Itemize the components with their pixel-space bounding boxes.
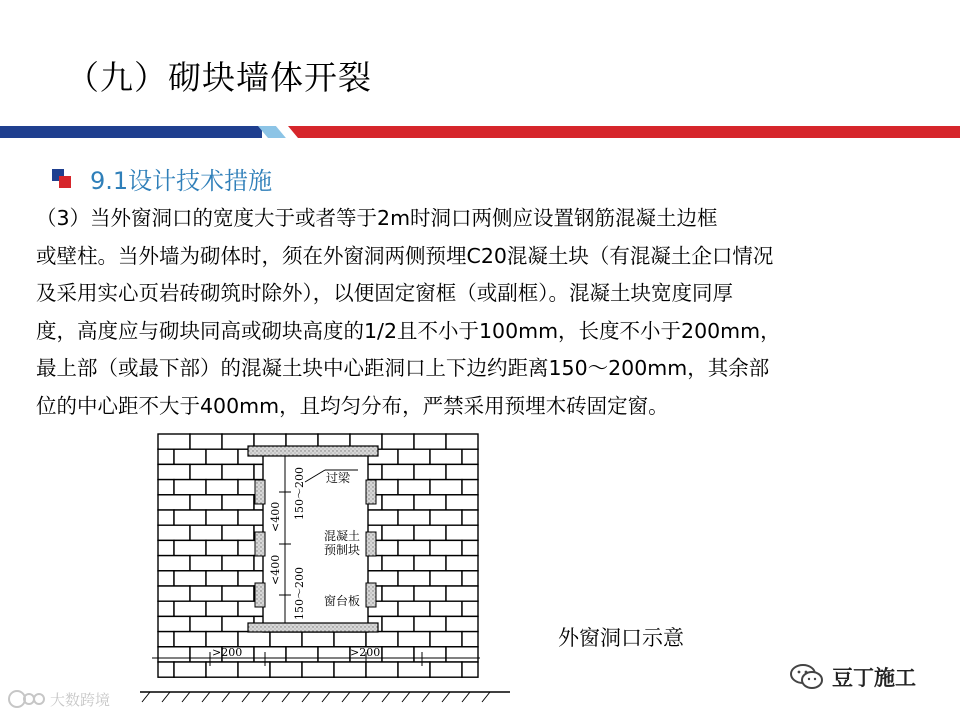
brick [462, 510, 478, 525]
brick [158, 586, 190, 601]
window-sill [248, 623, 378, 632]
brick [462, 662, 478, 677]
brick [222, 464, 254, 479]
brick [286, 647, 318, 662]
brick [382, 556, 414, 571]
brick [158, 601, 174, 616]
brick [174, 601, 206, 616]
brick [206, 632, 238, 647]
dim-top-label: 150～200 [293, 467, 306, 520]
brick [366, 632, 398, 647]
brick [190, 556, 222, 571]
dim-base-left-label: >200 [212, 646, 243, 659]
brick [382, 616, 414, 631]
brick [446, 495, 478, 510]
precast-block [366, 480, 376, 504]
brick [158, 632, 174, 647]
brick [158, 464, 190, 479]
header-color-band [0, 126, 960, 138]
precast-block [255, 480, 265, 504]
brick [382, 647, 414, 662]
brick [462, 480, 478, 495]
brick [158, 480, 174, 495]
brick [398, 540, 430, 555]
brick [398, 632, 430, 647]
brick [430, 632, 462, 647]
brick [462, 449, 478, 464]
brick [174, 449, 206, 464]
brick [206, 601, 238, 616]
dim-left-top-label: <400 [269, 501, 282, 532]
brick [158, 434, 190, 449]
brick [206, 662, 238, 677]
brick [190, 525, 222, 540]
watermark-right [790, 662, 916, 692]
brick [174, 632, 206, 647]
brick [302, 662, 334, 677]
brick [206, 449, 238, 464]
paragraph-line: 度，高度应与砌块同高或砌块高度的1/2且不小于100mm，长度不小于200mm， [36, 318, 781, 343]
body-paragraph [36, 200, 906, 425]
precast-block-label-2: 预制块 [324, 543, 361, 557]
brick [206, 571, 238, 586]
brick [190, 495, 222, 510]
window-sill-label: 窗台板 [324, 594, 361, 608]
precast-block [366, 532, 376, 556]
brick [158, 525, 190, 540]
section-heading [52, 160, 272, 196]
brick [190, 586, 222, 601]
brick [158, 616, 190, 631]
brick [190, 434, 222, 449]
precast-block [255, 583, 265, 607]
brick [398, 571, 430, 586]
brick [254, 647, 286, 662]
brick [414, 647, 446, 662]
brick [430, 662, 462, 677]
wechat-icon [790, 663, 824, 691]
brick [334, 662, 366, 677]
brick [158, 556, 190, 571]
lintel-label: 过梁 [326, 471, 351, 485]
brick [222, 495, 254, 510]
square-bullet-icon [52, 167, 74, 189]
precast-block-label-1: 混凝土 [324, 529, 361, 543]
window-opening-diagram [140, 430, 510, 708]
brick [158, 495, 190, 510]
brick [398, 510, 430, 525]
brick [430, 601, 462, 616]
brick [174, 571, 206, 586]
brick [414, 434, 446, 449]
brick [446, 586, 478, 601]
brick [398, 480, 430, 495]
slide-title: （九）砌块墙体开裂 [66, 58, 372, 97]
brick [382, 434, 414, 449]
brick [414, 495, 446, 510]
brick [318, 647, 350, 662]
brick [270, 662, 302, 677]
brick [174, 540, 206, 555]
precast-block [366, 583, 376, 607]
watermark-left-text: 大数跨境 [50, 690, 111, 709]
brick [414, 556, 446, 571]
paragraph-line: 或壁柱。当外墙为砌体时，须在外窗洞两侧预埋C20混凝土块（有混凝土企口情况 [36, 243, 774, 268]
brick [270, 632, 302, 647]
brick [206, 540, 238, 555]
brick [462, 601, 478, 616]
brick [430, 571, 462, 586]
brand-logo-icon [8, 688, 46, 710]
brick [430, 510, 462, 525]
brick [158, 510, 174, 525]
brick [414, 586, 446, 601]
brick [462, 540, 478, 555]
brick [414, 464, 446, 479]
brick [462, 571, 478, 586]
brick [222, 586, 254, 601]
brick [430, 480, 462, 495]
lintel [248, 446, 378, 456]
brick [382, 586, 414, 601]
brick [414, 616, 446, 631]
brick [446, 525, 478, 540]
brick [174, 480, 206, 495]
brick [398, 601, 430, 616]
paragraph-line: 最上部（或最下部）的混凝土块中心距洞口上下边约距离150～200mm，其余部 [36, 356, 770, 380]
watermark-left [8, 688, 110, 710]
brick [446, 556, 478, 571]
brick [430, 540, 462, 555]
brick [398, 449, 430, 464]
ground-hatch [142, 692, 490, 702]
figure-caption: 外窗洞口示意 [558, 626, 684, 650]
paragraph-line: 位的中心距不大于400mm，且均匀分布，严禁采用预埋木砖固定窗。 [36, 393, 669, 418]
brick [158, 662, 174, 677]
brick [398, 662, 430, 677]
paragraph-line: （3）当外窗洞口的宽度大于或者等于2m时洞口两侧应设置钢筋混凝土边框 [36, 206, 718, 230]
brick [158, 449, 174, 464]
dim-left-bottom-label: <400 [269, 554, 282, 585]
brick [222, 525, 254, 540]
brick [414, 525, 446, 540]
brick [222, 556, 254, 571]
brick [206, 510, 238, 525]
watermark-right-text: 豆丁施工 [832, 666, 916, 690]
brick [446, 616, 478, 631]
brick [446, 434, 478, 449]
paragraph-line: 及采用实心页岩砖砌筑时除外），以便固定窗框（或副框）。混凝土块宽度同厚 [36, 281, 733, 305]
brick [302, 632, 334, 647]
precast-block [255, 532, 265, 556]
brick [174, 662, 206, 677]
brick [382, 525, 414, 540]
dim-base-right-label: >200 [350, 646, 381, 659]
brick [206, 480, 238, 495]
brick [334, 632, 366, 647]
brick [174, 510, 206, 525]
brick [446, 464, 478, 479]
brick [238, 632, 270, 647]
brick [190, 616, 222, 631]
brick [446, 647, 478, 662]
brick [462, 632, 478, 647]
brick [382, 464, 414, 479]
brick [382, 495, 414, 510]
brick [366, 662, 398, 677]
brick [366, 510, 398, 525]
brick [158, 647, 190, 662]
brick [430, 449, 462, 464]
dim-bottom-label: 150～200 [293, 567, 306, 620]
brick [158, 571, 174, 586]
section-label: 9.1设计技术措施 [90, 166, 273, 195]
brick [190, 464, 222, 479]
brick [158, 540, 174, 555]
